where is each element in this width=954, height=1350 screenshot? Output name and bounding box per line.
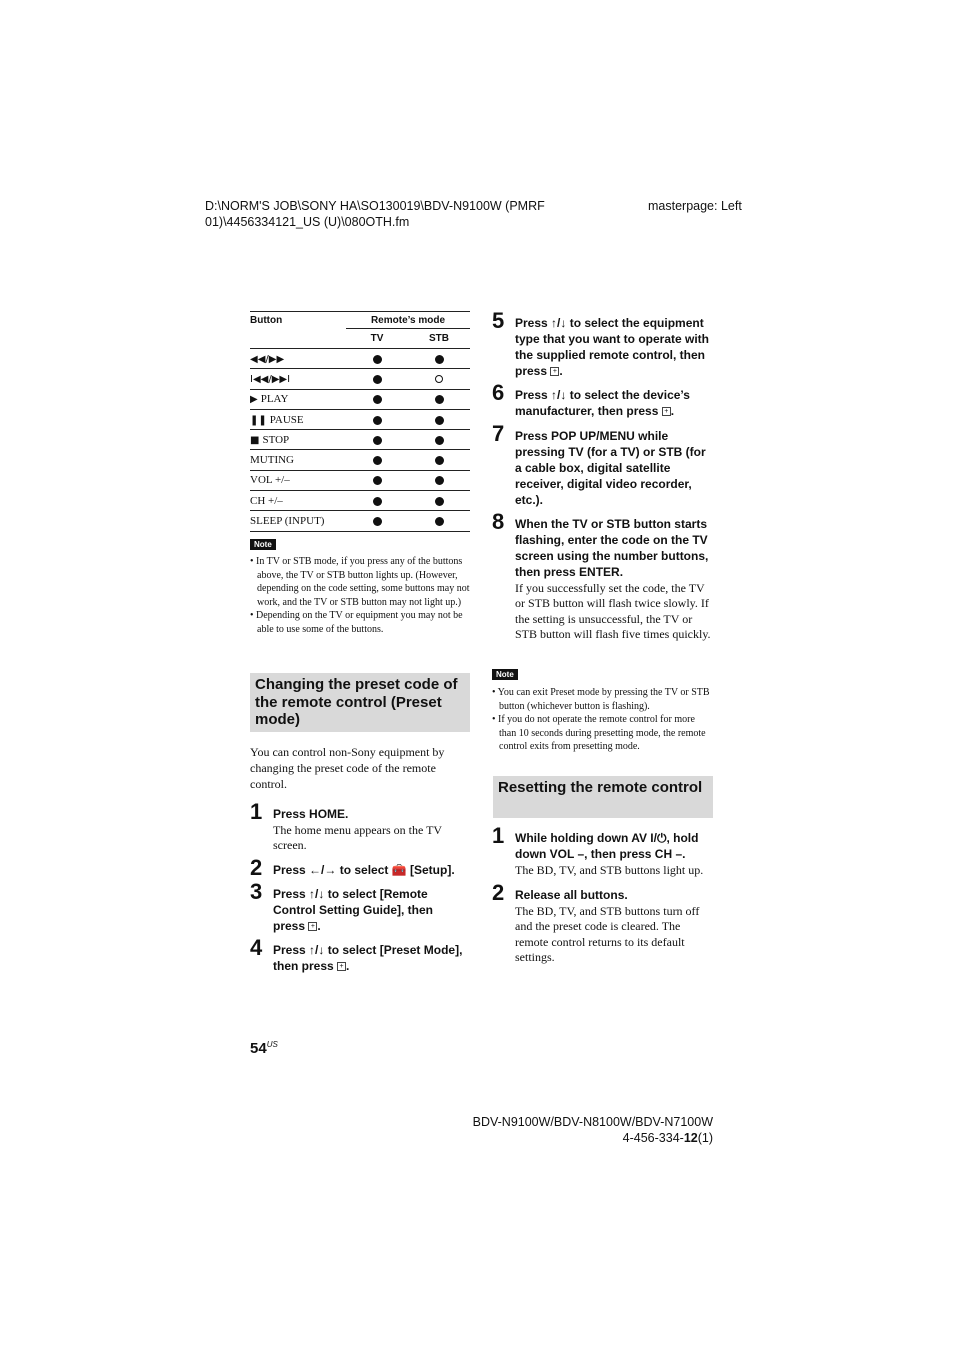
- step-number: 7: [492, 421, 505, 446]
- button-glyph: ■: [250, 434, 260, 446]
- filled-dot-icon: [435, 416, 444, 425]
- button-label: SLEEP (INPUT): [250, 515, 325, 528]
- col-mode-header: Remote’s mode: [346, 312, 470, 329]
- step-detail: The BD, TV, and STB buttons light up.: [515, 863, 704, 877]
- button-glyph: ◀◀/▶▶: [250, 353, 285, 365]
- step-instruction: Press ↑/↓ to select the device’s manufacturer, then press: [515, 388, 690, 418]
- step-number: 4: [250, 935, 263, 960]
- step-number: 6: [492, 380, 505, 405]
- stb-support-cell: [408, 369, 470, 389]
- enter-key-icon: +: [308, 922, 317, 931]
- stb-support-cell: [408, 430, 470, 450]
- button-name-cell: [250, 491, 346, 511]
- note-item: • If you do not operate the remote control for more than 10 seconds during presetting mode, the remote control exits from presetting mode.: [492, 714, 706, 753]
- file-path-line1: D:\NORM'S JOB\SONY HA\SO130019\BDV-N9100W (PMRF: [205, 199, 545, 213]
- button-label: VOL +/–: [250, 474, 290, 487]
- step-instruction: Press POP UP/MENU while pressing TV (for a TV) or STB (for a cable box, digital satellite receiver, digital video recorder, etc.).: [515, 429, 706, 507]
- table-row: [250, 470, 470, 490]
- filled-dot-icon: [373, 456, 382, 465]
- stb-support-cell: [408, 511, 470, 531]
- col-stb-header: STB: [408, 329, 470, 349]
- button-name-cell: [250, 369, 346, 389]
- stb-support-cell: [408, 409, 470, 429]
- button-label: MUTING: [250, 454, 294, 467]
- filled-dot-icon: [373, 355, 382, 364]
- file-path-line2: 01)\4456334121_US (U)\080OTH.fm: [205, 215, 410, 229]
- page-suffix: US: [266, 1040, 278, 1049]
- step-instruction: Release all buttons.: [515, 888, 628, 902]
- step-instruction: Press ←/→ to select 🧰 [Setup].: [273, 863, 455, 877]
- step-instruction: While holding down AV I/⏻, hold down VOL –, then press CH –.: [515, 831, 699, 861]
- file-path: [205, 198, 545, 230]
- step-number: 5: [492, 308, 505, 333]
- step-number: 3: [250, 879, 263, 904]
- table-row: [250, 349, 470, 369]
- filled-dot-icon: [435, 517, 444, 526]
- stb-support-cell: [408, 349, 470, 369]
- filled-dot-icon: [435, 355, 444, 364]
- button-name-cell: [250, 430, 346, 450]
- tv-support-cell: [346, 349, 408, 369]
- tv-support-cell: [346, 491, 408, 511]
- stb-support-cell: [408, 389, 470, 409]
- col-tv-header: TV: [346, 329, 408, 349]
- step-detail: The home menu appears on the TV screen.: [273, 823, 442, 853]
- footer-code: 4-456-334-12(1): [622, 1131, 713, 1145]
- table-row: [250, 409, 470, 429]
- button-name-cell: [250, 450, 346, 470]
- tv-support-cell: [346, 389, 408, 409]
- enter-key-icon: +: [550, 367, 559, 376]
- step-number: 2: [492, 880, 505, 905]
- table-row: [250, 491, 470, 511]
- col-button-header: Button: [250, 314, 283, 326]
- page-number: [250, 1040, 278, 1057]
- step-instruction: Press HOME.: [273, 807, 349, 821]
- button-glyph: I◀◀/▶▶I: [250, 373, 291, 385]
- button-name-cell: [250, 511, 346, 531]
- open-dot-icon: [435, 375, 443, 383]
- enter-key-icon: +: [337, 962, 346, 971]
- tv-support-cell: [346, 430, 408, 450]
- button-label: CH +/–: [250, 494, 283, 507]
- button-name-cell: [250, 470, 346, 490]
- section-heading-preset: Changing the preset code of the remote control (Preset mode): [250, 673, 470, 732]
- filled-dot-icon: [373, 395, 382, 404]
- tv-support-cell: [346, 450, 408, 470]
- button-name-cell: [250, 409, 346, 429]
- step-detail: If you successfully set the code, the TV or STB button will flash twice slowly. If the setting is unsuccessful, the TV or STB button will flash five times quickly.: [515, 581, 711, 642]
- note-badge: Note: [250, 539, 276, 550]
- step-instruction: Press ↑/↓ to select [Preset Mode], then press: [273, 943, 463, 973]
- notes-list-2: [492, 686, 714, 754]
- button-label: STOP: [262, 433, 290, 446]
- step-number: 2: [250, 855, 263, 880]
- step-instruction: Press ↑/↓ to select [Remote Control Setting Guide], then press: [273, 887, 433, 933]
- step-detail: The BD, TV, and STB buttons turn off and the preset code is cleared. The remote control returns to its default settings.: [515, 904, 700, 965]
- note-item: • Depending on the TV or equipment you may not be able to use some of the buttons.: [250, 610, 463, 635]
- note-item: • You can exit Preset mode by pressing the TV or STB button (whichever button is flashing).: [492, 687, 710, 712]
- notes-list-1: [250, 555, 472, 637]
- table-row: [250, 369, 470, 389]
- step-instruction: When the TV or STB button starts flashing, enter the code on the TV screen using the number buttons, then press ENTER.: [515, 517, 709, 579]
- section-intro: You can control non-Sony equipment by changing the preset code of the remote control.: [250, 745, 445, 791]
- button-name-cell: [250, 349, 346, 369]
- button-glyph: ▶: [250, 394, 258, 406]
- footer-models: BDV-N9100W/BDV-N8100W/BDV-N7100W: [472, 1115, 713, 1129]
- filled-dot-icon: [435, 456, 444, 465]
- step-number: 8: [492, 509, 505, 534]
- enter-key-icon: +: [662, 407, 671, 416]
- button-name-cell: [250, 389, 346, 409]
- filled-dot-icon: [373, 476, 382, 485]
- section-heading-reset: Resetting the remote control: [493, 776, 713, 818]
- note-item: • In TV or STB mode, if you press any of the buttons above, the TV or STB button lights up. (However, depending on the code setting, some buttons may not work, and the TV or STB button may not light up.): [250, 556, 470, 608]
- table-row: [250, 450, 470, 470]
- table-row: [250, 430, 470, 450]
- table-row: [250, 389, 470, 409]
- remote-mode-table: [250, 311, 470, 532]
- filled-dot-icon: [373, 517, 382, 526]
- filled-dot-icon: [435, 395, 444, 404]
- stb-support-cell: [408, 491, 470, 511]
- button-glyph: ❚❚: [250, 414, 267, 426]
- tv-support-cell: [346, 470, 408, 490]
- filled-dot-icon: [435, 497, 444, 506]
- tv-support-cell: [346, 369, 408, 389]
- filled-dot-icon: [373, 375, 382, 384]
- filled-dot-icon: [373, 436, 382, 445]
- filled-dot-icon: [435, 436, 444, 445]
- tv-support-cell: [346, 409, 408, 429]
- filled-dot-icon: [435, 476, 444, 485]
- step-number: 1: [250, 799, 263, 824]
- step-instruction: Press ↑/↓ to select the equipment type that you want to operate with the supplied remote control, then press: [515, 316, 710, 378]
- filled-dot-icon: [373, 497, 382, 506]
- page-number-value: 54: [250, 1040, 267, 1057]
- filled-dot-icon: [373, 416, 382, 425]
- table-row: [250, 511, 470, 531]
- footer: [440, 1114, 713, 1146]
- masterpage-label: masterpage: Left: [648, 199, 742, 213]
- button-label: PLAY: [260, 393, 289, 406]
- step-number: 1: [492, 823, 505, 848]
- button-label: PAUSE: [269, 413, 304, 426]
- tv-support-cell: [346, 511, 408, 531]
- note-badge: Note: [492, 669, 518, 680]
- stb-support-cell: [408, 470, 470, 490]
- stb-support-cell: [408, 450, 470, 470]
